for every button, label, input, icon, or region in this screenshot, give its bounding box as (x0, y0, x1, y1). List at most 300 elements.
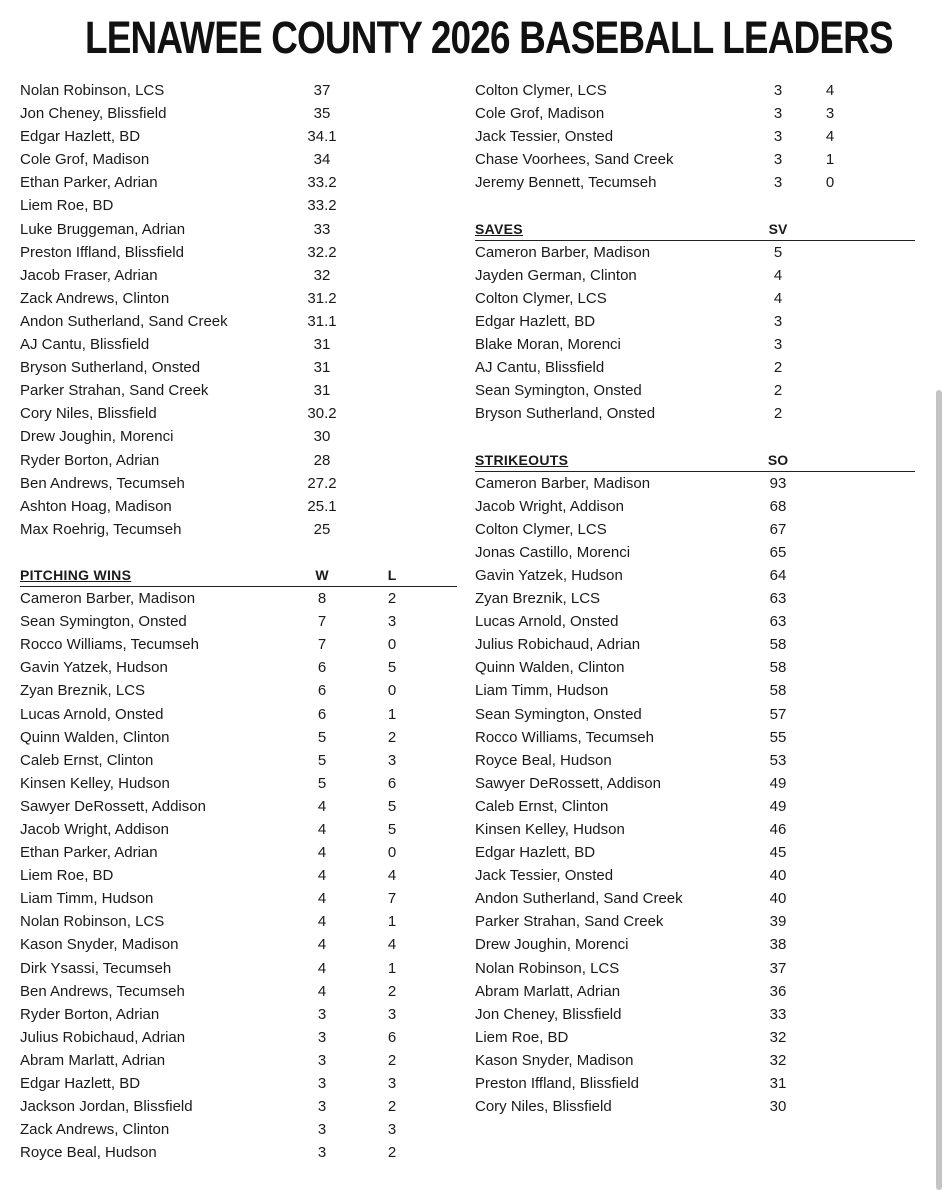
player-name: Andon Sutherland, Sand Creek (20, 312, 228, 330)
stat-value-2: 2 (387, 982, 397, 1000)
pitching-wins-row (20, 1141, 457, 1164)
saves-row (475, 241, 915, 264)
strikeouts-row (475, 910, 915, 933)
stat-value: 2 (773, 405, 783, 423)
pitching-wins-row (20, 841, 457, 864)
innings-row (20, 125, 457, 148)
strikeouts-row (475, 1049, 915, 1072)
right-column (475, 79, 915, 1118)
player-name: Cory Niles, Blissfield (20, 405, 157, 423)
stat-value: 5 (317, 751, 327, 769)
strikeouts-row (475, 841, 915, 864)
player-name: Sean Symington, Onsted (475, 382, 642, 400)
stat-value: 3 (317, 1121, 327, 1139)
innings-row (20, 379, 457, 402)
stat-value: 25 (313, 520, 331, 538)
stat-value: 32 (769, 1028, 787, 1046)
section-spacer (475, 425, 915, 448)
stat-value: 3 (773, 174, 783, 192)
player-name: Cameron Barber, Madison (475, 243, 651, 261)
pitching-wins-row (20, 587, 457, 610)
stat-value: 7 (317, 636, 327, 654)
player-name: Max Roehrig, Tecumseh (20, 520, 182, 538)
pitching-wins-row (20, 1026, 457, 1049)
stat-value: 5 (317, 728, 327, 746)
stat-value-2: 2 (387, 590, 397, 608)
player-name: Sawyer DeRossett, Addison (20, 797, 206, 815)
player-name: Jayden German, Clinton (475, 266, 637, 284)
stat-value: 31 (313, 336, 331, 354)
strikeouts-row (475, 518, 915, 541)
pitching-wins-row (20, 703, 457, 726)
player-name: Cole Grof, Madison (20, 151, 150, 169)
section-spacer (20, 541, 457, 564)
stat-value: 32 (313, 266, 331, 284)
stat-value-2: 3 (825, 105, 835, 123)
stat-value: 4 (317, 867, 327, 885)
stat-value: 3 (773, 128, 783, 146)
pitching-wins-row (475, 148, 915, 171)
stat-value: 38 (769, 936, 787, 954)
strikeouts-row (475, 980, 915, 1003)
stat-value-2: 6 (387, 774, 397, 792)
stat-value: 3 (317, 1098, 327, 1116)
player-name: Lucas Arnold, Onsted (20, 705, 164, 723)
player-name: Jacob Fraser, Adrian (20, 266, 158, 284)
stat-value: 4 (317, 913, 327, 931)
player-name: Quinn Walden, Clinton (20, 728, 170, 746)
stat-value-2: 3 (387, 751, 397, 769)
strikeouts-row (475, 957, 915, 980)
player-name: Rocco Williams, Tecumseh (20, 636, 199, 654)
stat-value: 58 (769, 682, 787, 700)
player-name: Sean Symington, Onsted (475, 705, 642, 723)
innings-row (20, 472, 457, 495)
player-name: Nolan Robinson, LCS (20, 913, 165, 931)
stat-value: 31 (313, 359, 331, 377)
stat-value-2: 2 (387, 1144, 397, 1162)
player-name: Nolan Robinson, LCS (20, 82, 165, 99)
stat-value: 49 (769, 774, 787, 792)
player-name: Abram Marlatt, Adrian (20, 1051, 166, 1069)
strikeouts-row (475, 541, 915, 564)
innings-row (20, 148, 457, 171)
player-name: Lucas Arnold, Onsted (475, 613, 619, 631)
pitching-wins-row (475, 102, 915, 125)
player-name: Drew Joughin, Morenci (475, 936, 629, 954)
pitching-wins-row (20, 633, 457, 656)
player-name: Sawyer DeRossett, Addison (475, 774, 661, 792)
player-name: Royce Beal, Hudson (475, 751, 612, 769)
player-name: Liam Timm, Hudson (475, 682, 609, 700)
pitching-wins-row (20, 980, 457, 1003)
stat-value: 4 (317, 959, 327, 977)
innings-row (20, 102, 457, 125)
stat-value-2: 3 (387, 1121, 397, 1139)
pitching-wins-row (20, 1095, 457, 1118)
saves-row (475, 333, 915, 356)
stat-value: 2 (773, 382, 783, 400)
stat-value-2: 0 (825, 174, 835, 192)
stat-value: 64 (769, 566, 787, 584)
stat-value-2: 3 (387, 1075, 397, 1093)
saves-row (475, 379, 915, 402)
stat-value: 27.2 (307, 474, 337, 492)
stat-value: 2 (773, 359, 783, 377)
pitching-wins-row (20, 864, 457, 887)
pitching-wins-row (20, 795, 457, 818)
player-name: Kason Snyder, Madison (475, 1051, 634, 1069)
player-name: Kason Snyder, Madison (20, 936, 179, 954)
pitching-wins-row (20, 1049, 457, 1072)
stat-value: 55 (769, 728, 787, 746)
stat-value-2: 4 (387, 936, 397, 954)
player-name: Ryder Borton, Adrian (20, 451, 160, 469)
player-name: Zack Andrews, Clinton (20, 289, 170, 307)
stat-value-2: 7 (387, 890, 397, 908)
player-name: Cory Niles, Blissfield (475, 1098, 612, 1116)
stat-value: 3 (773, 105, 783, 123)
stat-value: 33 (769, 1005, 787, 1023)
stat-value-2: 0 (387, 844, 397, 862)
column-header: SO (767, 451, 789, 468)
stat-value: 37 (313, 82, 331, 99)
player-name: Julius Robichaud, Adrian (475, 636, 641, 654)
player-name: Edgar Hazlett, BD (475, 844, 596, 862)
player-name: Jackson Jordan, Blissfield (20, 1098, 193, 1116)
section-title: PITCHING WINS (20, 566, 132, 583)
strikeouts-row (475, 795, 915, 818)
column-header: SV (768, 220, 788, 237)
player-name: Cameron Barber, Madison (20, 590, 196, 608)
stat-value-2: 2 (387, 1098, 397, 1116)
player-name: Nolan Robinson, LCS (475, 959, 620, 977)
pitching-wins-row (20, 726, 457, 749)
player-name: Jon Cheney, Blissfield (475, 1005, 622, 1023)
player-name: Liem Roe, BD (20, 197, 114, 215)
innings-row (20, 402, 457, 425)
strikeouts-row (475, 749, 915, 772)
column-header: W (315, 566, 329, 583)
innings-row (20, 194, 457, 217)
player-name: Edgar Hazlett, BD (475, 312, 596, 330)
innings-row (20, 241, 457, 264)
page-title: LENAWEE COUNTY 2026 BASEBALL LEADERS (85, 12, 893, 63)
innings-row (20, 333, 457, 356)
pitching-wins-row (20, 818, 457, 841)
saves-header (475, 218, 915, 241)
stat-value: 30 (313, 428, 331, 446)
stat-value: 3 (773, 312, 783, 330)
stat-value: 32 (769, 1051, 787, 1069)
stat-value: 6 (317, 659, 327, 677)
stat-value: 33 (313, 220, 331, 238)
stat-value: 3 (773, 151, 783, 169)
player-name: Jacob Wright, Addison (20, 821, 169, 838)
innings-row (20, 495, 457, 518)
player-name: Ryder Borton, Adrian (20, 1005, 160, 1023)
innings-row (20, 79, 457, 102)
column-header-2: L (387, 566, 397, 583)
stat-value: 31 (313, 382, 331, 400)
strikeouts-header (475, 449, 915, 472)
player-name: Chase Voorhees, Sand Creek (475, 151, 674, 169)
stat-value: 45 (769, 844, 787, 862)
stat-value: 3 (317, 1051, 327, 1069)
strikeouts-row (475, 1095, 915, 1118)
stat-value-2: 1 (387, 913, 397, 931)
player-name: Ben Andrews, Tecumseh (20, 474, 185, 492)
saves-row (475, 287, 915, 310)
strikeouts-row (475, 679, 915, 702)
stat-value: 7 (317, 613, 327, 631)
stat-value-2: 5 (387, 821, 397, 838)
player-name: Zyan Breznik, LCS (20, 682, 146, 700)
stat-value: 4 (317, 821, 327, 838)
stat-value: 93 (769, 474, 787, 492)
player-name: Julius Robichaud, Adrian (20, 1028, 186, 1046)
stat-value: 57 (769, 705, 787, 723)
saves-row (475, 310, 915, 333)
stat-value-2: 0 (387, 636, 397, 654)
stat-value: 3 (773, 82, 783, 99)
strikeouts-row (475, 564, 915, 587)
saves-row (475, 402, 915, 425)
pitching-wins-row (20, 910, 457, 933)
stat-value: 4 (773, 266, 783, 284)
stat-value: 68 (769, 497, 787, 515)
player-name: Preston Iffland, Blissfield (475, 1075, 639, 1093)
innings-row (20, 356, 457, 379)
stat-value: 40 (769, 890, 787, 908)
stat-value: 28 (313, 451, 331, 469)
stat-value-2: 4 (387, 867, 397, 885)
section-spacer (475, 194, 915, 217)
pitching-wins-row (20, 1003, 457, 1026)
player-name: Ashton Hoag, Madison (20, 497, 172, 515)
strikeouts-row (475, 472, 915, 495)
strikeouts-row (475, 610, 915, 633)
stat-value: 4 (317, 890, 327, 908)
player-name: Andon Sutherland, Sand Creek (475, 890, 683, 908)
player-name: Liem Roe, BD (475, 1028, 569, 1046)
stat-value: 65 (769, 543, 787, 561)
player-name: AJ Cantu, Blissfield (475, 359, 605, 377)
pitching-wins-row (20, 933, 457, 956)
player-name: Liem Roe, BD (20, 867, 114, 885)
pitching-wins-row (20, 1118, 457, 1141)
player-name: Colton Clymer, LCS (475, 82, 607, 99)
pitching-wins-row (20, 772, 457, 795)
stat-value: 40 (769, 867, 787, 885)
player-name: Sean Symington, Onsted (20, 613, 187, 631)
stat-value: 3 (317, 1028, 327, 1046)
player-name: Liam Timm, Hudson (20, 890, 154, 908)
player-name: Jack Tessier, Onsted (475, 867, 614, 885)
stat-value: 30 (769, 1098, 787, 1116)
player-name: Jon Cheney, Blissfield (20, 105, 167, 123)
section-title: SAVES (475, 220, 523, 237)
stat-value-2: 2 (387, 1051, 397, 1069)
strikeouts-row (475, 864, 915, 887)
stat-value: 34.1 (307, 128, 337, 146)
left-column (20, 79, 457, 1164)
stat-value-2: 3 (387, 1005, 397, 1023)
stat-value: 37 (769, 959, 787, 977)
pitching-wins-row (20, 679, 457, 702)
player-name: Colton Clymer, LCS (475, 289, 607, 307)
stat-value: 3 (773, 336, 783, 354)
pitching-wins-row (475, 79, 915, 102)
innings-row (20, 171, 457, 194)
player-name: Dirk Ysassi, Tecumseh (20, 959, 172, 977)
stat-value: 31.1 (307, 312, 337, 330)
stat-value-2: 5 (387, 797, 397, 815)
stat-value: 6 (317, 682, 327, 700)
stat-value: 33.2 (307, 174, 337, 192)
player-name: Abram Marlatt, Adrian (475, 982, 621, 1000)
stat-value-2: 5 (387, 659, 397, 677)
stat-value: 67 (769, 520, 787, 538)
stat-value: 5 (317, 774, 327, 792)
player-name: Parker Strahan, Sand Creek (475, 913, 664, 931)
stat-value: 3 (317, 1144, 327, 1162)
stat-value: 46 (769, 821, 787, 838)
player-name: Edgar Hazlett, BD (20, 128, 141, 146)
strikeouts-row (475, 1003, 915, 1026)
player-name: Parker Strahan, Sand Creek (20, 382, 209, 400)
player-name: Caleb Ernst, Clinton (20, 751, 154, 769)
strikeouts-row (475, 587, 915, 610)
pitching-wins-row (20, 749, 457, 772)
player-name: Rocco Williams, Tecumseh (475, 728, 654, 746)
stat-value: 31.2 (307, 289, 337, 307)
stat-value: 3 (317, 1075, 327, 1093)
stat-value: 32.2 (307, 243, 337, 261)
innings-row (20, 287, 457, 310)
player-name: Jacob Wright, Addison (475, 497, 624, 515)
player-name: Bryson Sutherland, Onsted (475, 405, 656, 423)
pitching-wins-row (20, 887, 457, 910)
innings-row (20, 264, 457, 287)
stat-value-2: 4 (825, 82, 835, 99)
section-title: STRIKEOUTS (475, 451, 569, 468)
player-name: Gavin Yatzek, Hudson (475, 566, 623, 584)
scrollbar-track[interactable] (933, 0, 945, 1200)
strikeouts-row (475, 703, 915, 726)
stat-value: 53 (769, 751, 787, 769)
stat-value: 25.1 (307, 497, 337, 515)
saves-row (475, 264, 915, 287)
stat-value: 34 (313, 151, 331, 169)
player-name: Blake Moran, Morenci (475, 336, 621, 354)
player-name: Gavin Yatzek, Hudson (20, 659, 168, 677)
player-name: Edgar Hazlett, BD (20, 1075, 141, 1093)
player-name: Cole Grof, Madison (475, 105, 605, 123)
strikeouts-row (475, 495, 915, 518)
stat-value: 5 (773, 243, 783, 261)
player-name: Preston Iffland, Blissfield (20, 243, 184, 261)
stat-value: 49 (769, 797, 787, 815)
player-name: Kinsen Kelley, Hudson (20, 774, 170, 792)
pitching-wins-row (20, 1072, 457, 1095)
stat-value: 4 (317, 982, 327, 1000)
stat-value-2: 1 (387, 705, 397, 723)
stat-value: 39 (769, 913, 787, 931)
stat-value: 31 (769, 1075, 787, 1093)
innings-row (20, 310, 457, 333)
strikeouts-row (475, 818, 915, 841)
stat-value: 4 (317, 844, 327, 862)
strikeouts-row (475, 1026, 915, 1049)
player-name: Bryson Sutherland, Onsted (20, 359, 201, 377)
player-name: Drew Joughin, Morenci (20, 428, 174, 446)
stat-value-2: 4 (825, 128, 835, 146)
player-name: Kinsen Kelley, Hudson (475, 821, 625, 838)
stat-value-2: 2 (387, 728, 397, 746)
innings-row (20, 425, 457, 448)
stat-value-2: 1 (387, 959, 397, 977)
player-name: Quinn Walden, Clinton (475, 659, 625, 677)
pitching-wins-row (20, 957, 457, 980)
player-name: Royce Beal, Hudson (20, 1144, 157, 1162)
saves-row (475, 356, 915, 379)
stat-value: 33.2 (307, 197, 337, 215)
stat-value: 63 (769, 613, 787, 631)
stat-value: 4 (317, 936, 327, 954)
player-name: Ethan Parker, Adrian (20, 174, 158, 192)
strikeouts-row (475, 887, 915, 910)
pitching-wins-header (20, 564, 457, 587)
player-name: Zack Andrews, Clinton (20, 1121, 170, 1139)
stat-value: 30.2 (307, 405, 337, 423)
player-name: Jack Tessier, Onsted (475, 128, 614, 146)
stat-value-2: 0 (387, 682, 397, 700)
strikeouts-row (475, 1072, 915, 1095)
scrollbar-thumb[interactable] (936, 390, 942, 1190)
stat-value: 36 (769, 982, 787, 1000)
strikeouts-row (475, 633, 915, 656)
strikeouts-row (475, 933, 915, 956)
innings-row (20, 218, 457, 241)
stat-value: 63 (769, 590, 787, 608)
stat-value-2: 1 (825, 151, 835, 169)
player-name: Jeremy Bennett, Tecumseh (475, 174, 657, 192)
player-name: Ethan Parker, Adrian (20, 844, 158, 862)
pitching-wins-row (475, 125, 915, 148)
stat-value-2: 3 (387, 613, 397, 631)
player-name: Jonas Castillo, Morenci (475, 543, 631, 561)
strikeouts-row (475, 656, 915, 679)
stat-value: 6 (317, 705, 327, 723)
player-name: Cameron Barber, Madison (475, 474, 651, 492)
stat-value: 3 (317, 1005, 327, 1023)
stat-value: 4 (773, 289, 783, 307)
stat-value: 58 (769, 659, 787, 677)
stat-value-2: 6 (387, 1028, 397, 1046)
strikeouts-row (475, 726, 915, 749)
stat-value: 4 (317, 797, 327, 815)
pitching-wins-row (475, 171, 915, 194)
stat-value: 8 (317, 590, 327, 608)
pitching-wins-row (20, 610, 457, 633)
player-name: Zyan Breznik, LCS (475, 590, 601, 608)
stat-value: 35 (313, 105, 331, 123)
player-name: Colton Clymer, LCS (475, 520, 607, 538)
player-name: Caleb Ernst, Clinton (475, 797, 609, 815)
stat-value: 58 (769, 636, 787, 654)
innings-row (20, 449, 457, 472)
